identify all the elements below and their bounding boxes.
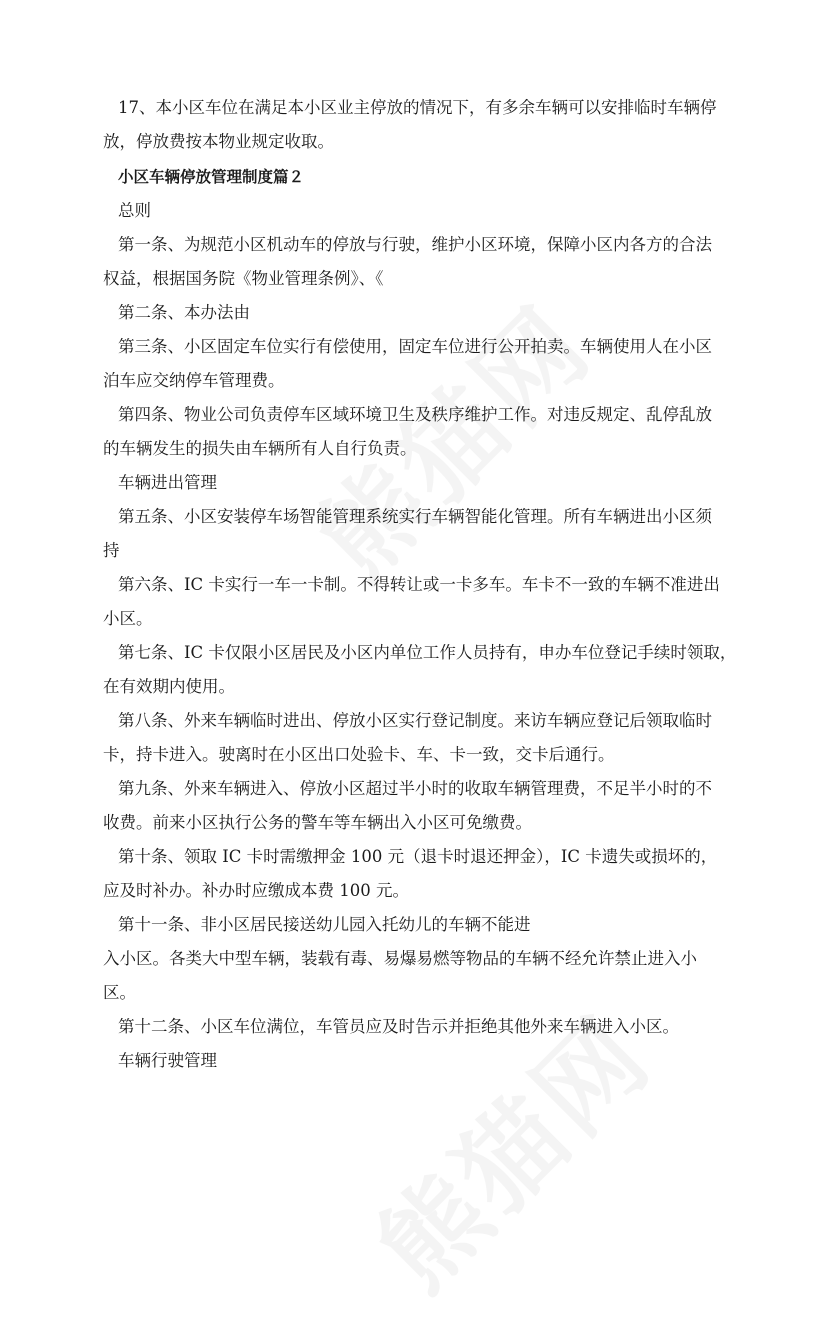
paragraph-line: 第十二条、小区车位满位，车管员应及时告示并拒绝其他外来车辆进入小区。 (118, 1017, 679, 1036)
section-subheading: 车辆进出管理 (118, 473, 217, 492)
paragraph-line: 权益，根据国务院《物业管理条例》、《 (103, 269, 384, 288)
paragraph-line: 应及时补办。补办时应缴成本费 100 元。 (103, 881, 409, 900)
paragraph-line: 的车辆发生的损失由车辆所有人自行负责。 (103, 439, 417, 458)
paragraph-line: 放，停放费按本物业规定收取。 (103, 132, 334, 151)
paragraph-line: 收费。前来小区执行公务的警车等车辆出入小区可免缴费。 (103, 813, 532, 832)
paragraph-line: 第七条、IC 卡仅限小区居民及小区内单位工作人员持有，申办车位登记手续时领取， (118, 643, 737, 662)
paragraph-line: 第九条、外来车辆进入、停放小区超过半小时的收取车辆管理费，不足半小时的不 (118, 779, 712, 798)
paragraph-line: 第一条、为规范小区机动车的停放与行驶，维护小区环境，保障小区内各方的合法 (118, 235, 712, 254)
section-subheading: 车辆行驶管理 (118, 1051, 217, 1070)
section-subheading: 总则 (118, 201, 151, 220)
paragraph-line: 在有效期内使用。 (103, 677, 235, 696)
paragraph-line: 第十一条、非小区居民接送幼儿园入托幼儿的车辆不能进 (118, 915, 531, 934)
section-heading: 小区车辆停放管理制度篇２ (118, 168, 305, 186)
paragraph-line: 持 (103, 541, 120, 560)
paragraph-line: 第四条、物业公司负责停车区域环境卫生及秩序维护工作。对违反规定、乱停乱放 (118, 405, 712, 424)
paragraph-line: 第五条、小区安装停车场智能管理系统实行车辆智能化管理。所有车辆进出小区须 (118, 507, 712, 526)
paragraph-line: 区。 (103, 983, 136, 1002)
paragraph-line: 小区。 (103, 609, 153, 628)
paragraph-line: 第十条、领取 IC 卡时需缴押金 100 元（退卡时退还押金），IC 卡遗失或损坏的， (118, 847, 718, 866)
paragraph-line: 第八条、外来车辆临时进出、停放小区实行登记制度。来访车辆应登记后领取临时 (118, 711, 712, 730)
paragraph-line: 入小区。各类大中型车辆，装载有毒、易爆易燃等物品的车辆不经允许禁止进入小 (103, 949, 697, 968)
watermark (338, 913, 741, 1316)
paragraph-line: 第二条、本办法由 (118, 303, 250, 322)
paragraph-line: 泊车应交纳停车管理费。 (103, 371, 285, 390)
paragraph-line: 17、本小区车位在满足本小区业主停放的情况下，有多余车辆可以安排临时车辆停 (118, 98, 717, 117)
paragraph-line: 第六条、IC 卡实行一车一卡制。不得转让或一卡多车。车卡不一致的车辆不准进出 (118, 575, 720, 594)
paragraph-line: 卡，持卡进入。驶离时在小区出口处验卡、车、卡一致，交卡后通行。 (103, 745, 615, 764)
paragraph-line: 第三条、小区固定车位实行有偿使用，固定车位进行公开拍卖。车辆使用人在小区 (118, 337, 712, 356)
